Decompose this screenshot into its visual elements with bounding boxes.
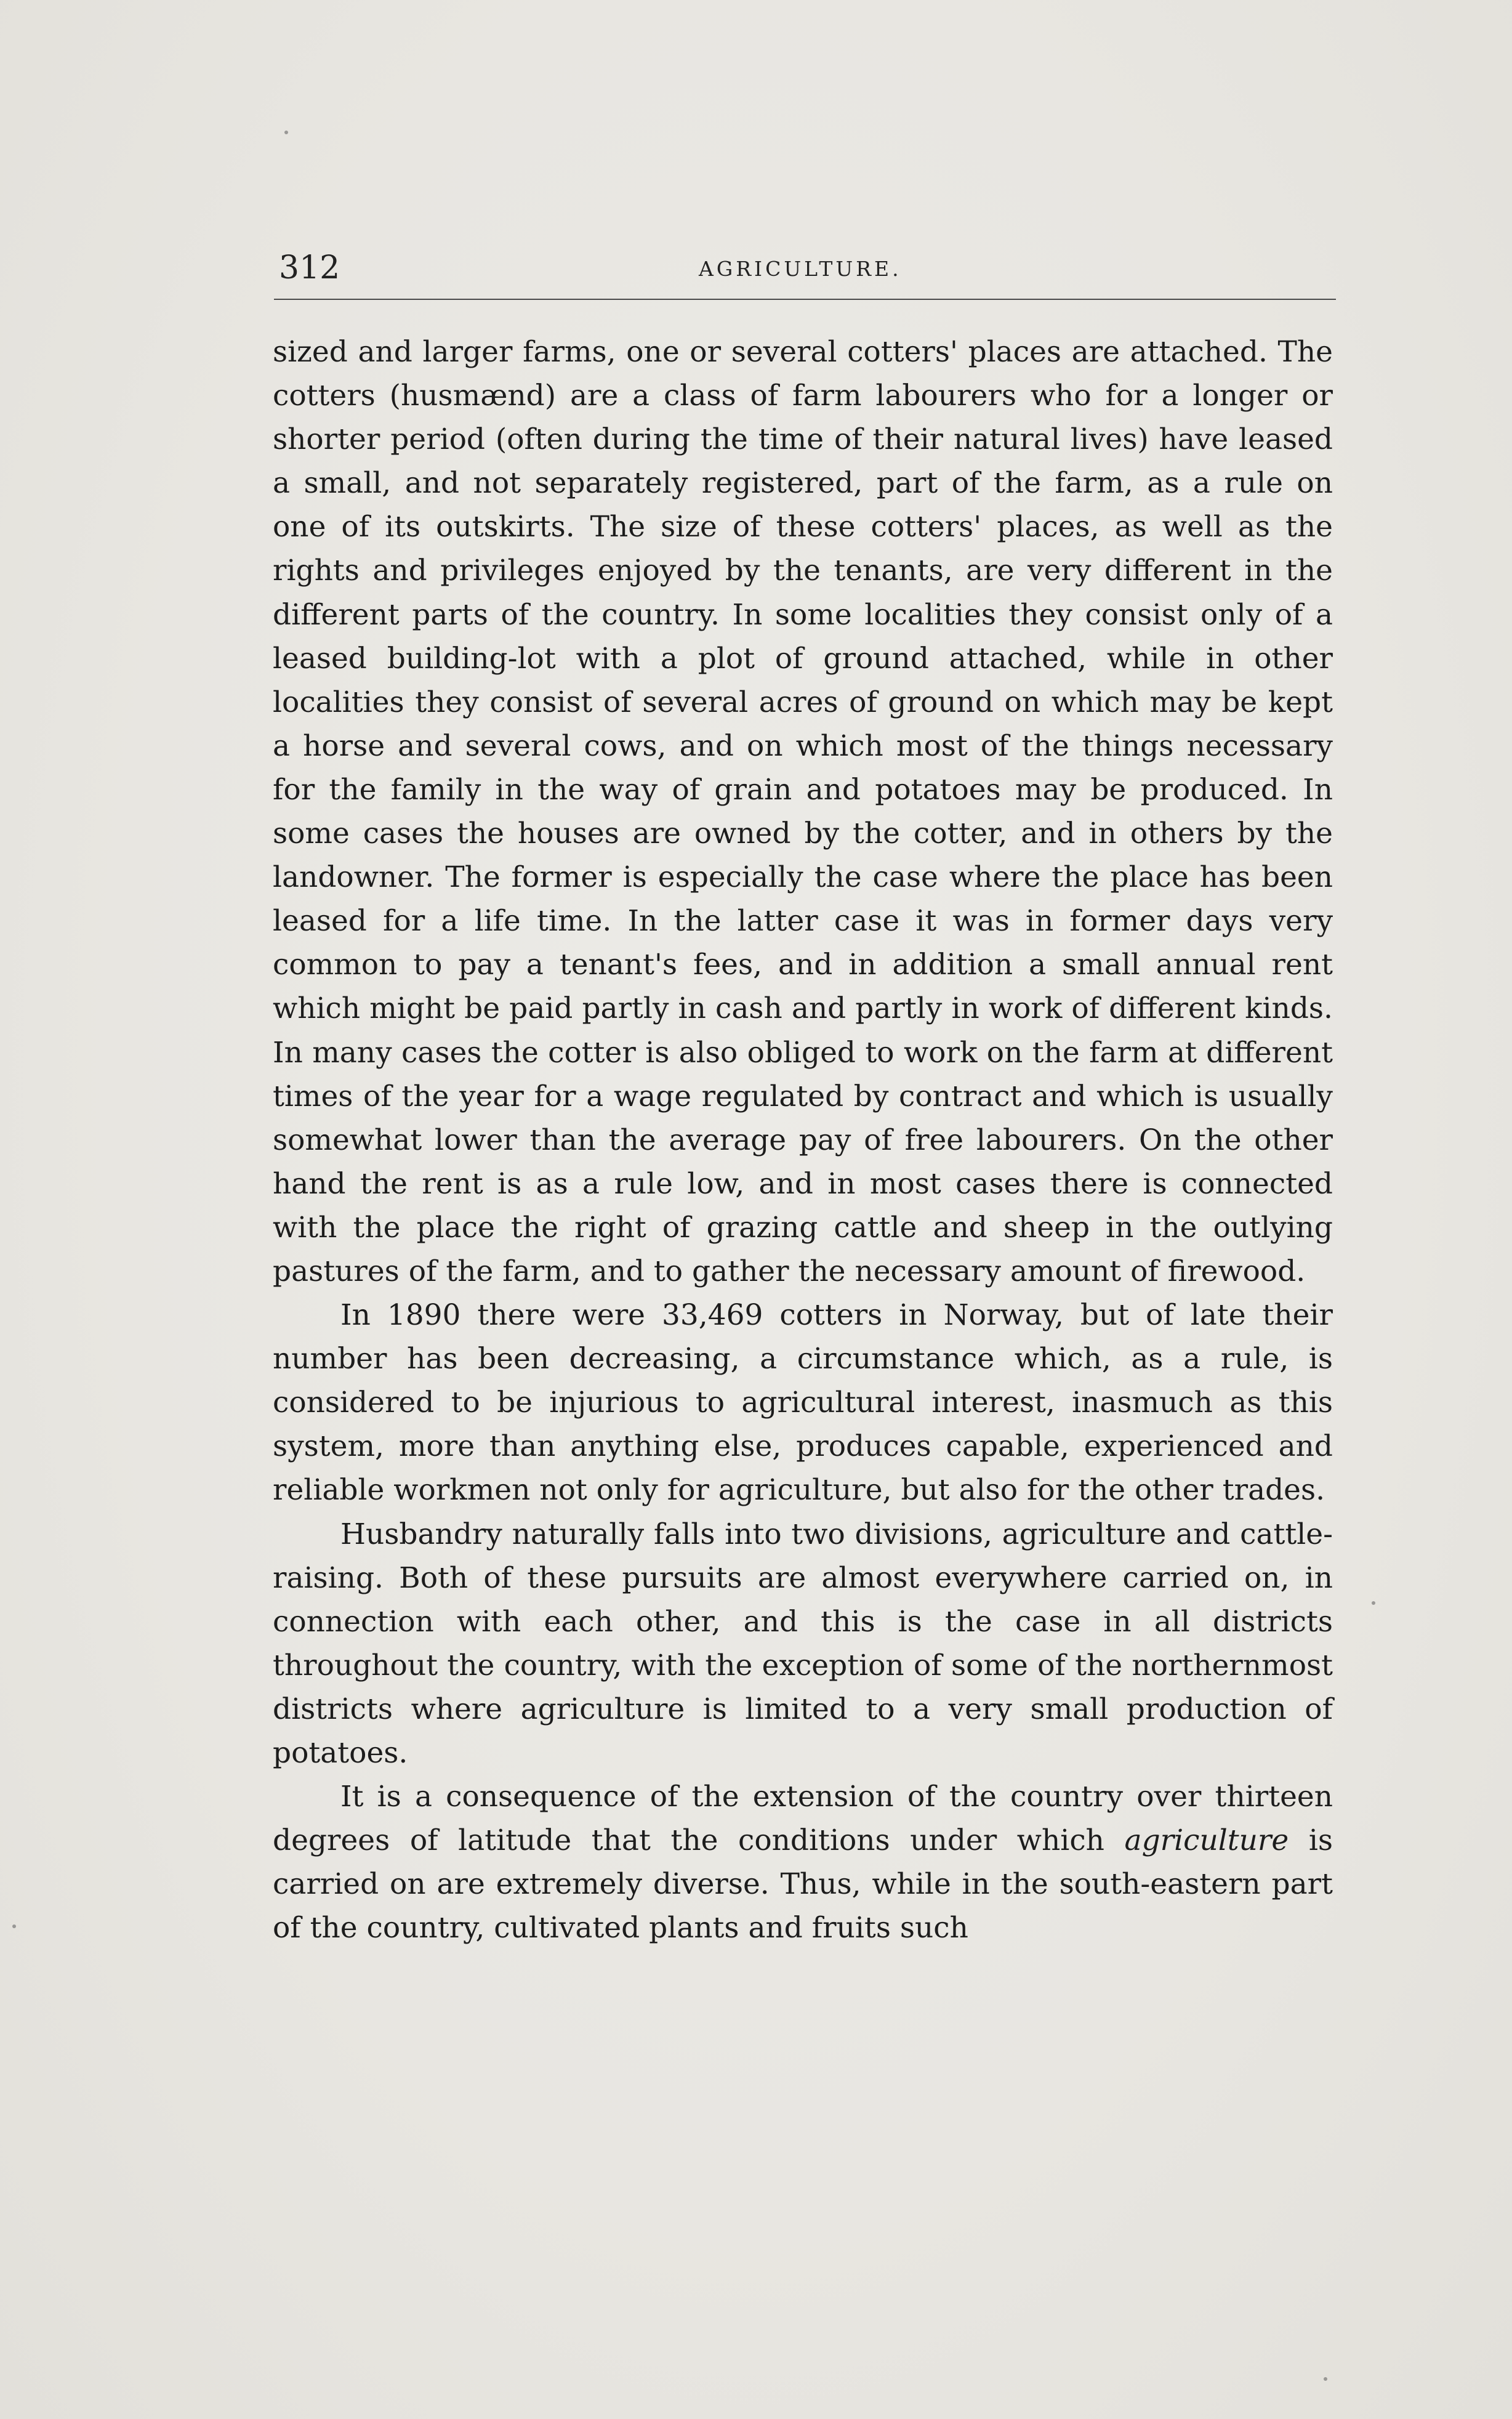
paper-speck: [1324, 2377, 1327, 2381]
latitude-text-end: is carried on are extremely diverse. Thus, while in the south-eastern part of the country, cultivated plants and fruits such: [273, 1823, 1333, 1945]
paper-speck: [12, 1924, 16, 1928]
paper-speck: [1372, 1601, 1375, 1605]
running-head: AGRICULTURE.: [699, 257, 902, 281]
paragraph-cotters: sized and larger farms, one or several cotters' places are attached. The cotters (husmænd) are a class of farm labourers who for a longer or shorter period (often during the time of their natural lives) have leased a small, and not separately registered, part of the farm, as a rule on one of its outskirts. The size of these cotters' places, as well as the rights and privileges enjoyed by the tenants, are very different in the different parts of the country. In some localities they consist only of a leased building-lot with a plot of ground attached, while in other localities they consist of several acres of ground on which may be kept a horse and several cows, and on which most of the things necessary for the family in the way of grain and potatoes may be produced. In some cases the houses are owned by the cotter, and in others by the landowner. The former is especially the case where the place has been leased for a life time. In the latter case it was in former days very common to pay a tenant's fees, and in addition a small annual rent which might be paid partly in cash and partly in work of different kinds. In many cases the cotter is also obliged to work on the farm at different times of the year for a wage regulated by contract and which is usually somewhat lower than the average pay of free labourers. On the other hand the rent is as a rule low, and in most cases there is connected with the place the right of grazing cattle and sheep in the outlying pastures of the farm, and to gather the necessary amount of firewood.: [273, 335, 1333, 1288]
paragraph-husbandry: Husbandry naturally falls into two divisions, agriculture and cattle-raising. Both of these pursuits are almost everywhere carried on, in connection with each other, and this is the case in all districts throughout the country, with the exception of some of the northernmost districts where agriculture is limited to a very small production of potatoes.: [273, 1517, 1333, 1770]
page-number: 312: [279, 249, 340, 286]
paragraph-latitude: [273, 1775, 1333, 1950]
paper-speck: [284, 131, 288, 134]
italic-term: agriculture: [1124, 1823, 1289, 1858]
page-body: [273, 330, 1333, 1950]
page-header: [274, 243, 1336, 300]
latitude-text-start: It is a consequence of the extension of the country over thirteen degrees of latitude that the conditions under which: [273, 1780, 1333, 1858]
paragraph-cotter-numbers: In 1890 there were 33,469 cotters in Norway, but of late their number has been decreasing, a circumstance which, as a rule, is considered to be injurious to agricultural interest, inasmuch as this system, more than anything else, produces capable, experienced and reliable workmen not only for agriculture, but also for the other trades.: [273, 1298, 1333, 1508]
